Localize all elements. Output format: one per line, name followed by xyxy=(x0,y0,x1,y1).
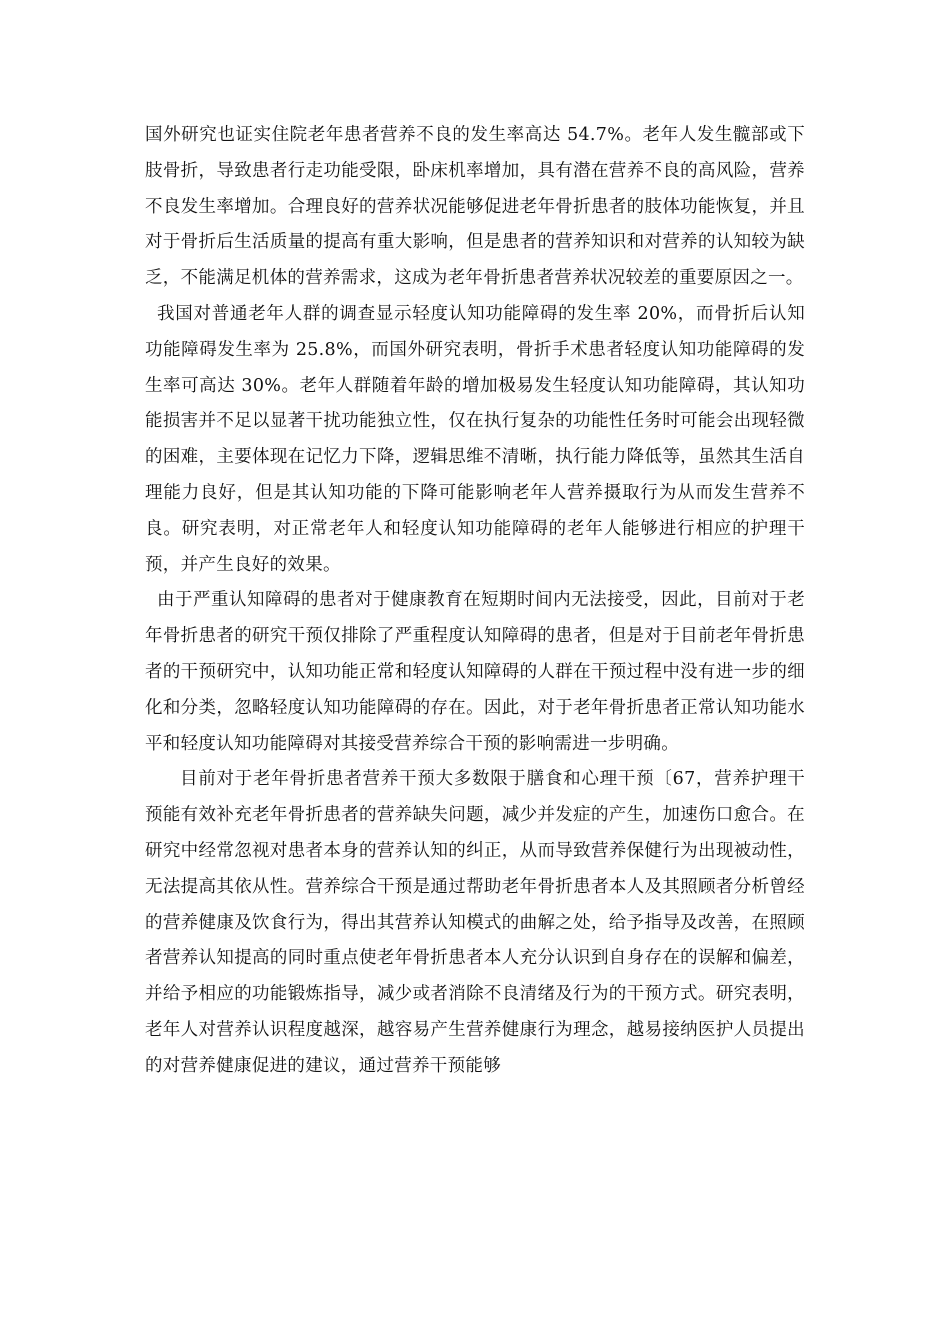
paragraph-1: 国外研究也证实住院老年患者营养不良的发生率高达 54.7%。老年人发生髋部或下肢骨折，导致患者行走功能受限，卧床机率增加，具有潜在营养不良的高风险，营养不良发生率增加。合理良好的营养状况能够促进老年骨折患者的肢体功能恢复，并且对于骨折后生活质量的提高有重大影响，但是患者的营养知识和对营养的认知较为缺乏，不能满足机体的营养需求，这成为老年骨折患者营养状况较差的重要原因之一。 xyxy=(145,125,805,289)
paragraph-2: 我国对普通老年人群的调查显示轻度认知功能障碍的发生率 20%，而骨折后认知功能障碍发生率为 25.8%，而国外研究表明，骨折手术患者轻度认知功能障碍的发生率可高达 30%。老年人群随着年龄的增加极易发生轻度认知功能障碍，其认知功能损害并不足以显著干扰功能独立性，仅在执行复杂的功能性任务时可能会出现轻微的困难，主要体现在记忆力下降，逻辑思维不清晰，执行能力降低等，虽然其生活自理能力良好，但是其认知功能的下降可能影响老年人营养摄取行为从而发生营养不良。研究表明，对正常老年人和轻度认知功能障碍的老年人能够进行相应的护理干预，并产生良好的效果。 xyxy=(145,303,805,575)
body-text xyxy=(145,118,805,1085)
paragraph-3: 由于严重认知障碍的患者对于健康教育在短期时间内无法接受，因此，目前对于老年骨折患者的研究干预仅排除了严重程度认知障碍的患者，但是对于目前老年骨折患者的干预研究中，认知功能正常和轻度认知障碍的人群在干预过程中没有进一步的细化和分类，忽略轻度认知功能障碍的存在。因此，对于老年骨折患者正常认知功能水平和轻度认知功能障碍对其接受营养综合干预的影响需进一步明确。 xyxy=(145,590,805,754)
paragraph-4: 目前对于老年骨折患者营养干预大多数限于膳食和心理干预〔67，营养护理干预能有效补充老年骨折患者的营养缺失问题，减少并发症的产生，加速伤口愈合。在研究中经常忽视对患者本身的营养认知的纠正，从而导致营养保健行为出现被动性，无法提高其依从性。营养综合干预是通过帮助老年骨折患者本人及其照顾者分析曾经的营养健康及饮食行为，得出其营养认知模式的曲解之处，给予指导及改善，在照顾者营养认知提高的同时重点使老年骨折患者本人充分认识到自身存在的误解和偏差，并给予相应的功能锻炼指导，减少或者消除不良清绪及行为的干预方式。研究表明，老年人对营养认识程度越深，越容易产生营养健康行为理念，越易接纳医护人员提出的对营养健康促进的建议，通过营养干预能够 xyxy=(145,769,805,1076)
